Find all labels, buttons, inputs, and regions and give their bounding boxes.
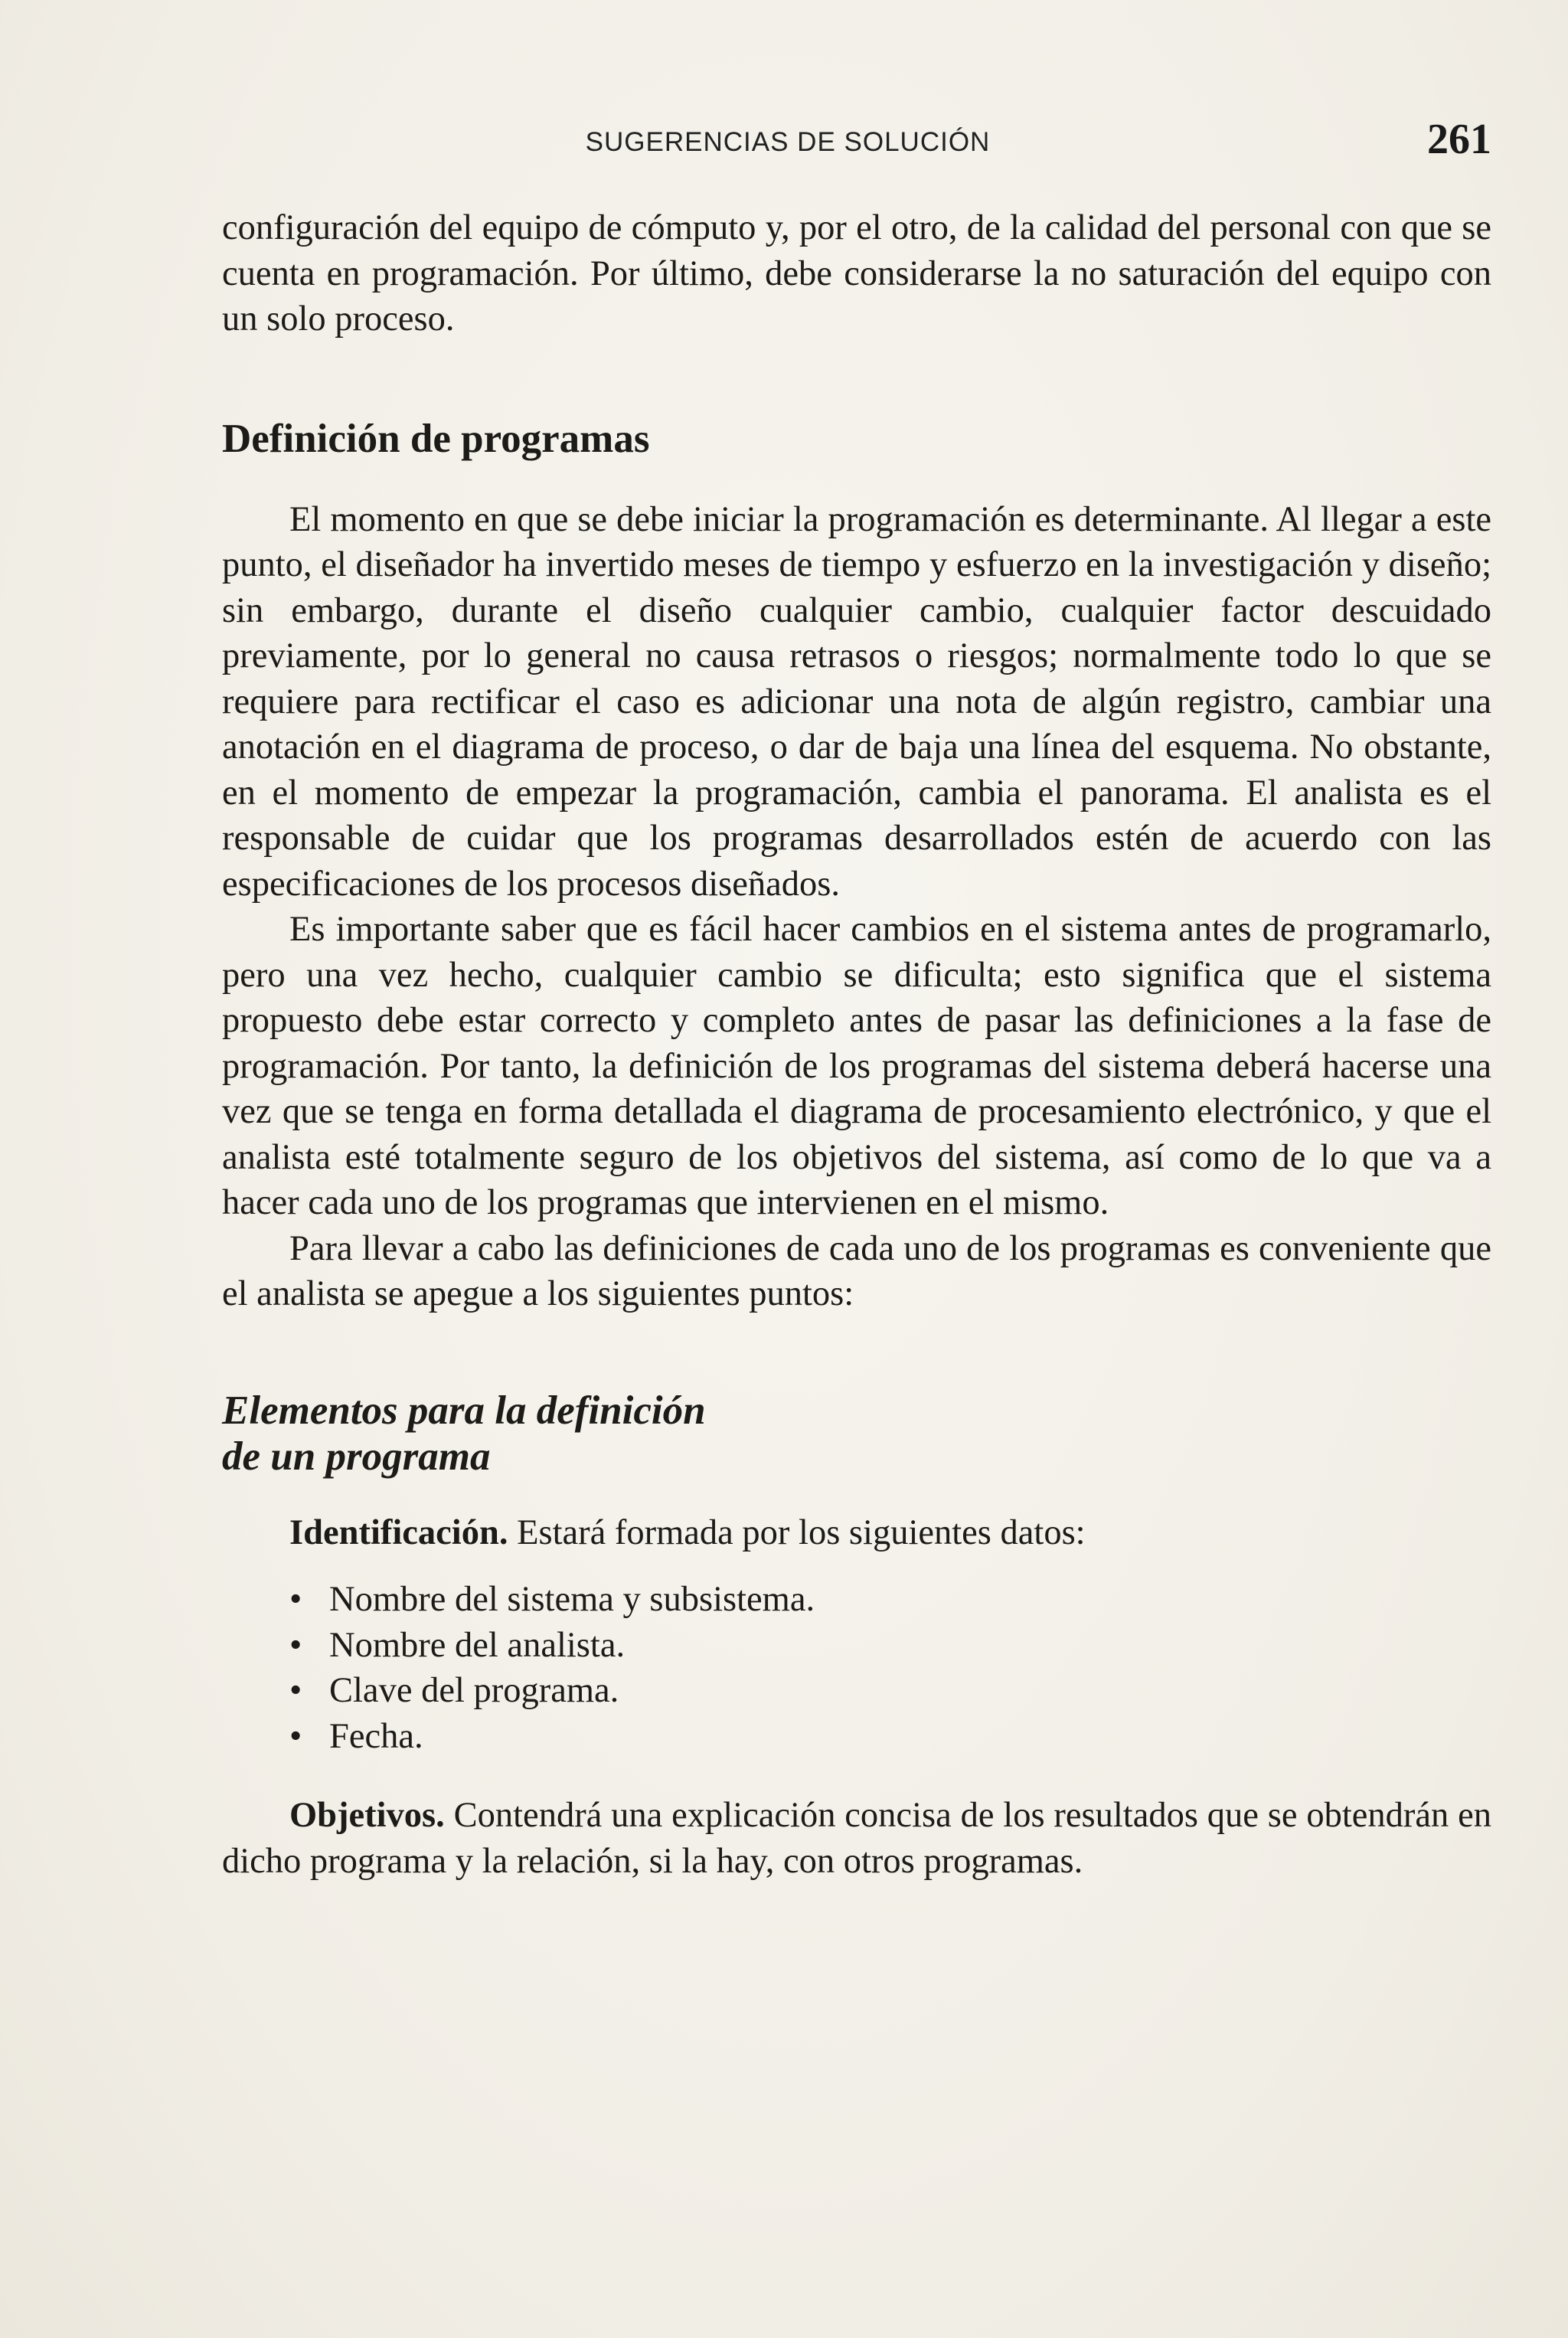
page-body	[222, 205, 1491, 1884]
objetivos-label: Objetivos.	[289, 1796, 445, 1835]
list-item: • Clave del programa.	[289, 1668, 1491, 1714]
definicion-paragraph-3: Para llevar a cabo las definiciones de cada uno de los programas es conveniente que el analista se apegue a los siguientes puntos:	[222, 1228, 1491, 1313]
running-head: SUGERENCIAS DE SOLUCIÓN	[585, 127, 991, 157]
elementos-heading-line-1: Elementos para la definición	[222, 1388, 706, 1433]
identificacion-label: Identificación.	[289, 1512, 508, 1552]
objetivos-paragraph	[222, 1793, 1491, 1884]
list-item: • Nombre del analista.	[289, 1623, 1491, 1669]
identificacion-list	[222, 1577, 1491, 1759]
section-heading-elementos	[222, 1388, 1491, 1480]
identificacion-text: Estará formada por los siguientes datos:	[517, 1512, 1086, 1552]
intro-paragraph: configuración del equipo de cómputo y, por el otro, de la calidad del personal con que se cuenta en programación. Por último, debe considerarse la no saturación del equipo con un solo proceso.	[222, 208, 1491, 338]
page-header	[222, 115, 1491, 168]
definicion-paragraph-1: El momento en que se debe iniciar la programación es determinante. Al llegar a este punto, el diseñador ha invertido meses de tiempo y esfuerzo en la investigación y diseño; sin embargo, durante el diseño cualquier cambio, cualquier factor descuidado previamente, por lo general no causa retrasos o riesgos; normalmente todo lo que se requiere para rectificar el caso es adicionar una nota de algún registro, cambiar una anotación en el diagrama de proceso, o dar de baja una línea del esquema. No obstante, en el momento de empezar la programación, cambia el panorama. El analista es el responsable de cuidar que los programas desarrollados estén de acuerdo con las especificaciones de los procesos diseñados.	[222, 499, 1491, 904]
definicion-paragraph-2: Es importante saber que es fácil hacer cambios en el sistema antes de programarlo, pero una vez hecho, cualquier cambio se dificulta; esto significa que el sistema propuesto debe estar correcto y completo antes de pasar las definiciones a la fase de programación. Por tanto, la definición de los programas del sistema deberá hacerse una vez que se tenga en forma detallada el diagrama de procesamiento electrónico, y que el analista esté totalmente seguro de los objetivos del sistema, así como de lo que va a hacer cada uno de los programas que intervienen en el mismo.	[222, 910, 1491, 1222]
list-item: • Fecha.	[289, 1714, 1491, 1760]
objetivos-text: Contendrá una explicación concisa de los resultados que se obtendrán en dicho programa y la relación, si la hay, con otros programas.	[222, 1796, 1491, 1881]
identificacion-paragraph	[222, 1510, 1491, 1556]
section-heading-definicion: Definición de programas	[222, 416, 650, 461]
elementos-heading-line-2: de un programa	[222, 1434, 491, 1479]
list-item: • Nombre del sistema y subsistema.	[289, 1577, 1491, 1623]
page-number: 261	[1427, 116, 1491, 163]
